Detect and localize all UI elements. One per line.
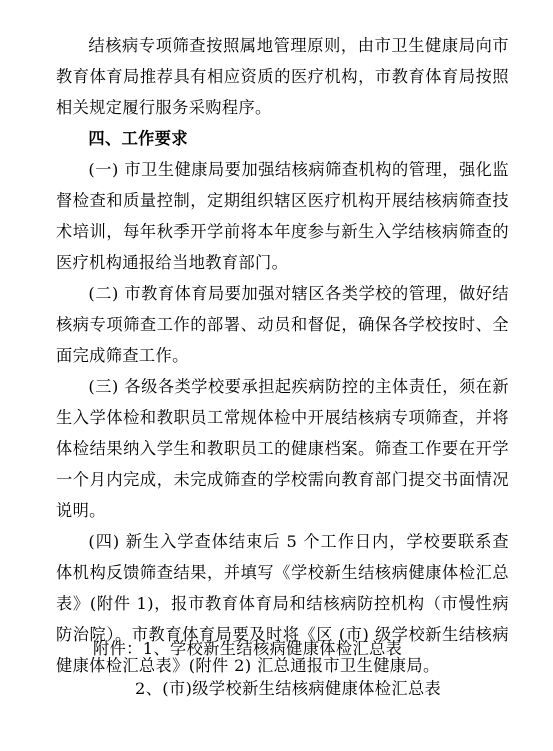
- requirement-paragraph-2: (二) 市教育体育局要加强对辖区各类学校的管理，做好结核病专项筛查工作的部署、动员和督促，确保各学校按时、全面完成筛查工作。: [56, 284, 509, 365]
- attachments-list: [93, 633, 441, 704]
- attachment-item-2: 2、(市)级学校新生结核病健康体检汇总表: [135, 679, 442, 698]
- intro-paragraph: 结核病专项筛查按照属地管理原则，由市卫生健康局向市教育体育局推荐具有相应资质的医疗机构，市教育体育局按照相关规定履行服务采购程序。: [56, 36, 509, 117]
- section-heading: 四、工作要求: [88, 129, 188, 148]
- requirement-paragraph-3: (三) 各级各类学校要承担起疾病防控的主体责任，须在新生入学体检和教职员工常规体检中开展结核病专项筛查，并将体检结果纳入学生和教职员工的健康档案。筛查工作要在开学一个月内完成，未完成筛查的学校需向教育部门提交书面情况说明。: [56, 377, 509, 520]
- attachment-item-1: 附件：1、学校新生结核病健康体检汇总表: [93, 639, 403, 658]
- requirement-paragraph-4: (四) 新生入学查体结束后 5 个工作日内，学校要联系查体机构反馈筛查结果，并填写《学校新生结核病健康体检汇总表》(附件 1)，报市教育体育局和结核病防控机构（市慢性病防治院）。市教育体育局要及时将《区 (市) 级学校新生结核病健康体检汇总表》(附件 2) 汇总通报市卫生健康局。: [56, 532, 509, 675]
- requirement-paragraph-1: (一) 市卫生健康局要加强结核病筛查机构的管理，强化监督检查和质量控制，定期组织辖区医疗机构开展结核病筛查技术培训，每年秋季开学前将本年度参与新生入学结核病筛查的医疗机构通报给当地教育部门。: [56, 160, 509, 272]
